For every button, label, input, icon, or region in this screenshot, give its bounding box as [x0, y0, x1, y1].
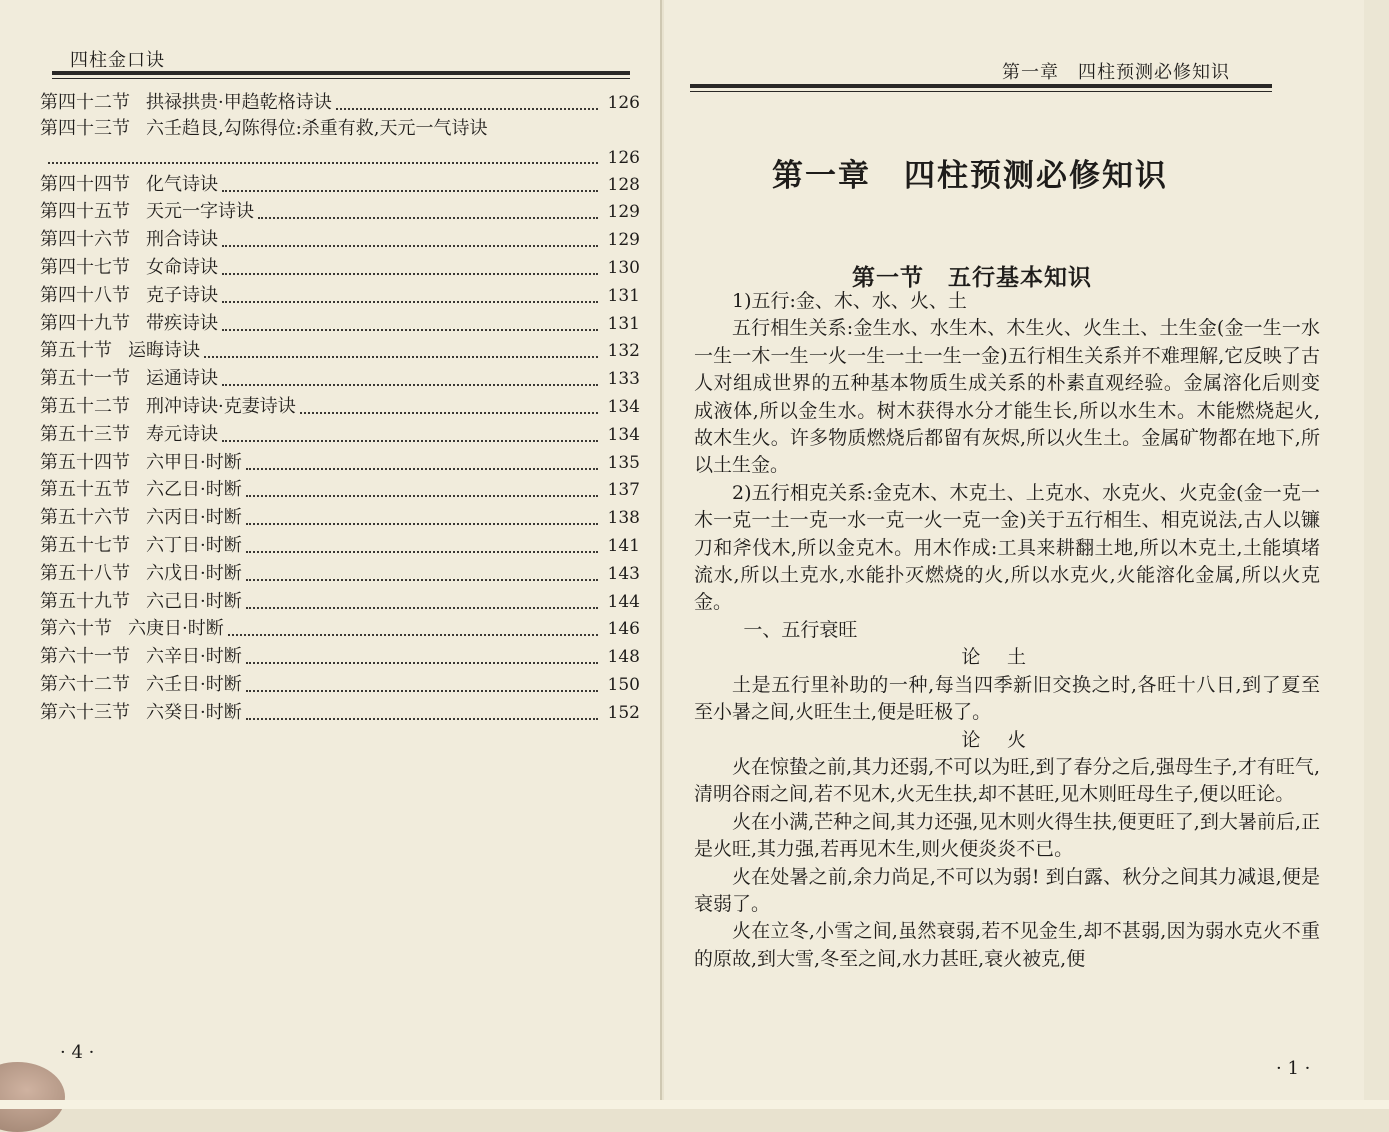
toc-page-number: 146	[607, 619, 640, 640]
toc-entry	[40, 279, 640, 307]
toc-section-number: 第五十六节	[40, 507, 130, 529]
toc-section-number: 第四十八节	[40, 284, 130, 306]
toc-section-number: 第五十九节	[40, 590, 130, 612]
toc-entry	[40, 501, 640, 529]
paragraph: 1)五行:金、木、水、火、土	[732, 290, 967, 312]
paragraph: 一、五行衰旺	[743, 618, 858, 641]
toc-entry	[40, 696, 640, 724]
toc-section-number: 第四十六节	[40, 229, 130, 251]
toc-leader-dots	[246, 489, 598, 497]
right-page	[664, 0, 1364, 1100]
toc-leader-dots	[246, 517, 598, 525]
toc-title: 克子诗诀	[146, 284, 218, 306]
toc-page-number: 131	[607, 285, 640, 306]
running-header-right: 第一章 四柱预测必修知识	[1002, 62, 1230, 83]
toc-page-number: 138	[607, 508, 640, 529]
toc-title: 六癸日·时断	[146, 701, 242, 723]
section-title: 第一节 五行基本知识	[852, 264, 1092, 291]
toc-title: 寿元诗诀	[146, 423, 218, 445]
toc-leader-dots	[228, 628, 598, 636]
toc-leader-dots	[204, 350, 598, 358]
toc-section-number: 第四十二节	[40, 91, 130, 113]
toc-page-number: 150	[607, 674, 640, 695]
toc-section-number: 第四十九节	[40, 312, 130, 334]
toc-section-number: 第四十三节	[40, 117, 130, 139]
toc-section-number: 第四十五节	[40, 201, 130, 223]
toc-page-number: 134	[607, 396, 640, 417]
toc-title: 拱禄拱贵·甲趋乾格诗诀	[146, 91, 332, 113]
toc-title: 六乙日·时断	[146, 479, 242, 501]
toc-entry-continuation	[40, 140, 640, 168]
toc-section-number: 第五十八节	[40, 562, 130, 584]
toc-entry	[40, 335, 640, 363]
toc-page-number: 129	[607, 202, 640, 223]
toc-entry	[40, 557, 640, 585]
toc-entry	[40, 307, 640, 335]
header-rule-thin	[690, 91, 1272, 92]
paragraph: 火在立冬,小雪之间,虽然衰弱,若不见金生,却不甚弱,因为弱水克火不重的原故,到大雪,冬至之间,水力甚旺,衰火被克,便	[694, 920, 1320, 970]
subheading: 论土	[961, 646, 1053, 669]
toc-page-number: 131	[607, 313, 640, 334]
toc-entry	[40, 446, 640, 474]
header-rule-thick	[690, 84, 1272, 88]
toc-leader-dots	[246, 656, 598, 664]
toc-leader-dots	[222, 267, 598, 275]
toc-section-number: 第五十二节	[40, 395, 130, 417]
toc-leader-dots	[246, 545, 598, 553]
toc-page-number: 141	[607, 535, 640, 556]
left-page	[0, 0, 662, 1100]
toc-title: 运通诗诀	[146, 368, 218, 390]
toc-title: 刑冲诗诀·克妻诗诀	[146, 395, 296, 417]
header-rule-thick	[52, 71, 630, 75]
toc-leader-dots	[222, 378, 598, 386]
toc-leader-dots	[300, 406, 598, 414]
toc-page-number: 137	[607, 480, 640, 501]
toc-section-number: 第五十一节	[40, 368, 130, 390]
paragraph: 五行相生关系:金生水、水生木、木生火、火生土、土生金(金一生一水一生一木一生一火一生一土一生一金)五行相生关系并不难理解,它反映了古人对组成世界的五种基本物质生成关系的朴素直观经验。金属溶化后则变成液体,所以金生水。树木获得水分才能生长,所以水生木。木能燃烧起火,故木生火。许多物质燃烧后都留有灰烬,所以火生土。金属矿物都在地下,所以土生金。	[694, 317, 1320, 477]
toc-section-number: 第六十一节	[40, 646, 130, 668]
toc-entry	[40, 362, 640, 390]
toc-entry	[40, 196, 640, 224]
toc-title: 六戊日·时断	[146, 562, 242, 584]
toc-title: 带疾诗诀	[146, 312, 218, 334]
toc-title: 六壬趋艮,勾陈得位:杀重有救,天元一气诗诀	[146, 117, 488, 139]
toc-leader-dots	[222, 434, 598, 442]
toc-page-number: 143	[607, 563, 640, 584]
toc-entry	[40, 86, 640, 114]
toc-page-number: 133	[607, 369, 640, 390]
toc-section-number: 第六十节	[40, 618, 112, 640]
toc-leader-dots	[246, 573, 598, 581]
toc-title: 六辛日·时断	[146, 646, 242, 668]
toc-entry	[40, 474, 640, 502]
toc-page-number: 129	[607, 230, 640, 251]
toc-title: 六庚日·时断	[128, 618, 224, 640]
paragraph: 2)五行相克关系:金克木、木克土、上克水、水克火、火克金(金一克一木一克一土一克一水一克一火一克一金)关于五行相生、相克说法,古人以镰刀和斧伐木,所以金克木。用木作成:工具来耕翻土地,所以木克土,土能填堵流水,所以土克水,水能扑灭燃烧的火,所以水克火,火能溶化金属,所以火克金。	[694, 481, 1320, 614]
toc-section-number: 第五十五节	[40, 479, 130, 501]
toc-entry	[40, 114, 640, 140]
toc-leader-dots	[246, 601, 598, 609]
toc-title: 运晦诗诀	[128, 340, 200, 362]
toc-section-number: 第五十四节	[40, 451, 130, 473]
toc-leader-dots	[258, 211, 598, 219]
toc-entry	[40, 223, 640, 251]
toc-leader-dots	[222, 184, 598, 192]
body-text	[694, 288, 1320, 973]
running-header-left: 四柱金口诀	[70, 50, 165, 71]
toc-page-number: 130	[607, 257, 640, 278]
toc-page-number: 128	[607, 174, 640, 195]
toc-entry	[40, 668, 640, 696]
toc-page-number: 135	[607, 452, 640, 473]
toc-title: 六丙日·时断	[146, 507, 242, 529]
toc-title: 女命诗诀	[146, 256, 218, 278]
toc-leader-dots	[222, 239, 598, 247]
toc-entry	[40, 613, 640, 641]
thumb-photo-artifact	[0, 1062, 65, 1132]
paragraph: 火在惊蛰之前,其力还弱,不可以为旺,到了春分之后,强母生子,才有旺气,清明谷雨之间,若不见木,火无生扶,却不甚旺,见木则旺母生子,便以旺论。	[694, 755, 1320, 806]
toc-leader-dots	[246, 462, 598, 470]
toc-section-number: 第四十四节	[40, 173, 130, 195]
page-number-left: · 4 ·	[60, 1042, 95, 1063]
subheading: 论火	[961, 728, 1053, 751]
toc-page-number: 152	[607, 702, 640, 723]
paragraph: 土是五行里补助的一种,每当四季新旧交换之时,各旺十八日,到了夏至至小暑之间,火旺生土,便是旺极了。	[694, 673, 1320, 724]
toc-leader-dots	[246, 712, 598, 720]
toc-title: 天元一字诗诀	[146, 201, 254, 223]
toc-leader-dots	[246, 684, 598, 692]
toc-title: 六壬日·时断	[146, 673, 242, 695]
paragraph: 火在小满,芒种之间,其力还强,见木则火得生扶,便更旺了,到大暑前后,正是火旺,其力强,若再见木生,则火便炎炎不已。	[694, 810, 1320, 861]
page-edge	[1364, 0, 1389, 1100]
toc-page-number: 134	[607, 424, 640, 445]
toc-section-number: 第五十节	[40, 340, 112, 362]
header-rule-thin	[52, 78, 630, 79]
toc-title: 六己日·时断	[146, 590, 242, 612]
chapter-title: 第一章 四柱预测必修知识	[772, 158, 1168, 194]
toc-leader-dots	[48, 156, 598, 164]
toc-entry	[40, 168, 640, 196]
toc-leader-dots	[222, 295, 598, 303]
paragraph: 火在处暑之前,余力尚足,不可以为弱! 到白露、秋分之间其力减退,便是衰弱了。	[694, 865, 1320, 915]
toc-title: 刑合诗诀	[146, 229, 218, 251]
toc-section-number: 第六十二节	[40, 673, 130, 695]
toc-title: 化气诗诀	[146, 173, 218, 195]
toc-title: 六丁日·时断	[146, 534, 242, 556]
table-surface	[0, 1100, 1389, 1109]
toc-page-number: 148	[607, 647, 640, 668]
toc-section-number: 第六十三节	[40, 701, 130, 723]
toc-leader-dots	[222, 323, 598, 331]
toc-page-number: 132	[607, 341, 640, 362]
page-number-right: · 1 ·	[1276, 1058, 1311, 1079]
toc-section-number: 第五十三节	[40, 423, 130, 445]
toc-entry	[40, 390, 640, 418]
toc-page-number: 126	[607, 92, 640, 113]
toc-title: 六甲日·时断	[146, 451, 242, 473]
toc-entry	[40, 418, 640, 446]
toc-entry	[40, 585, 640, 613]
toc-leader-dots	[336, 102, 598, 110]
table-of-contents	[40, 86, 640, 724]
toc-section-number: 第五十七节	[40, 534, 130, 556]
toc-page-number: 126	[607, 147, 640, 168]
toc-entry	[40, 529, 640, 557]
toc-page-number: 144	[607, 591, 640, 612]
toc-entry	[40, 640, 640, 668]
toc-entry	[40, 251, 640, 279]
toc-section-number: 第四十七节	[40, 256, 130, 278]
